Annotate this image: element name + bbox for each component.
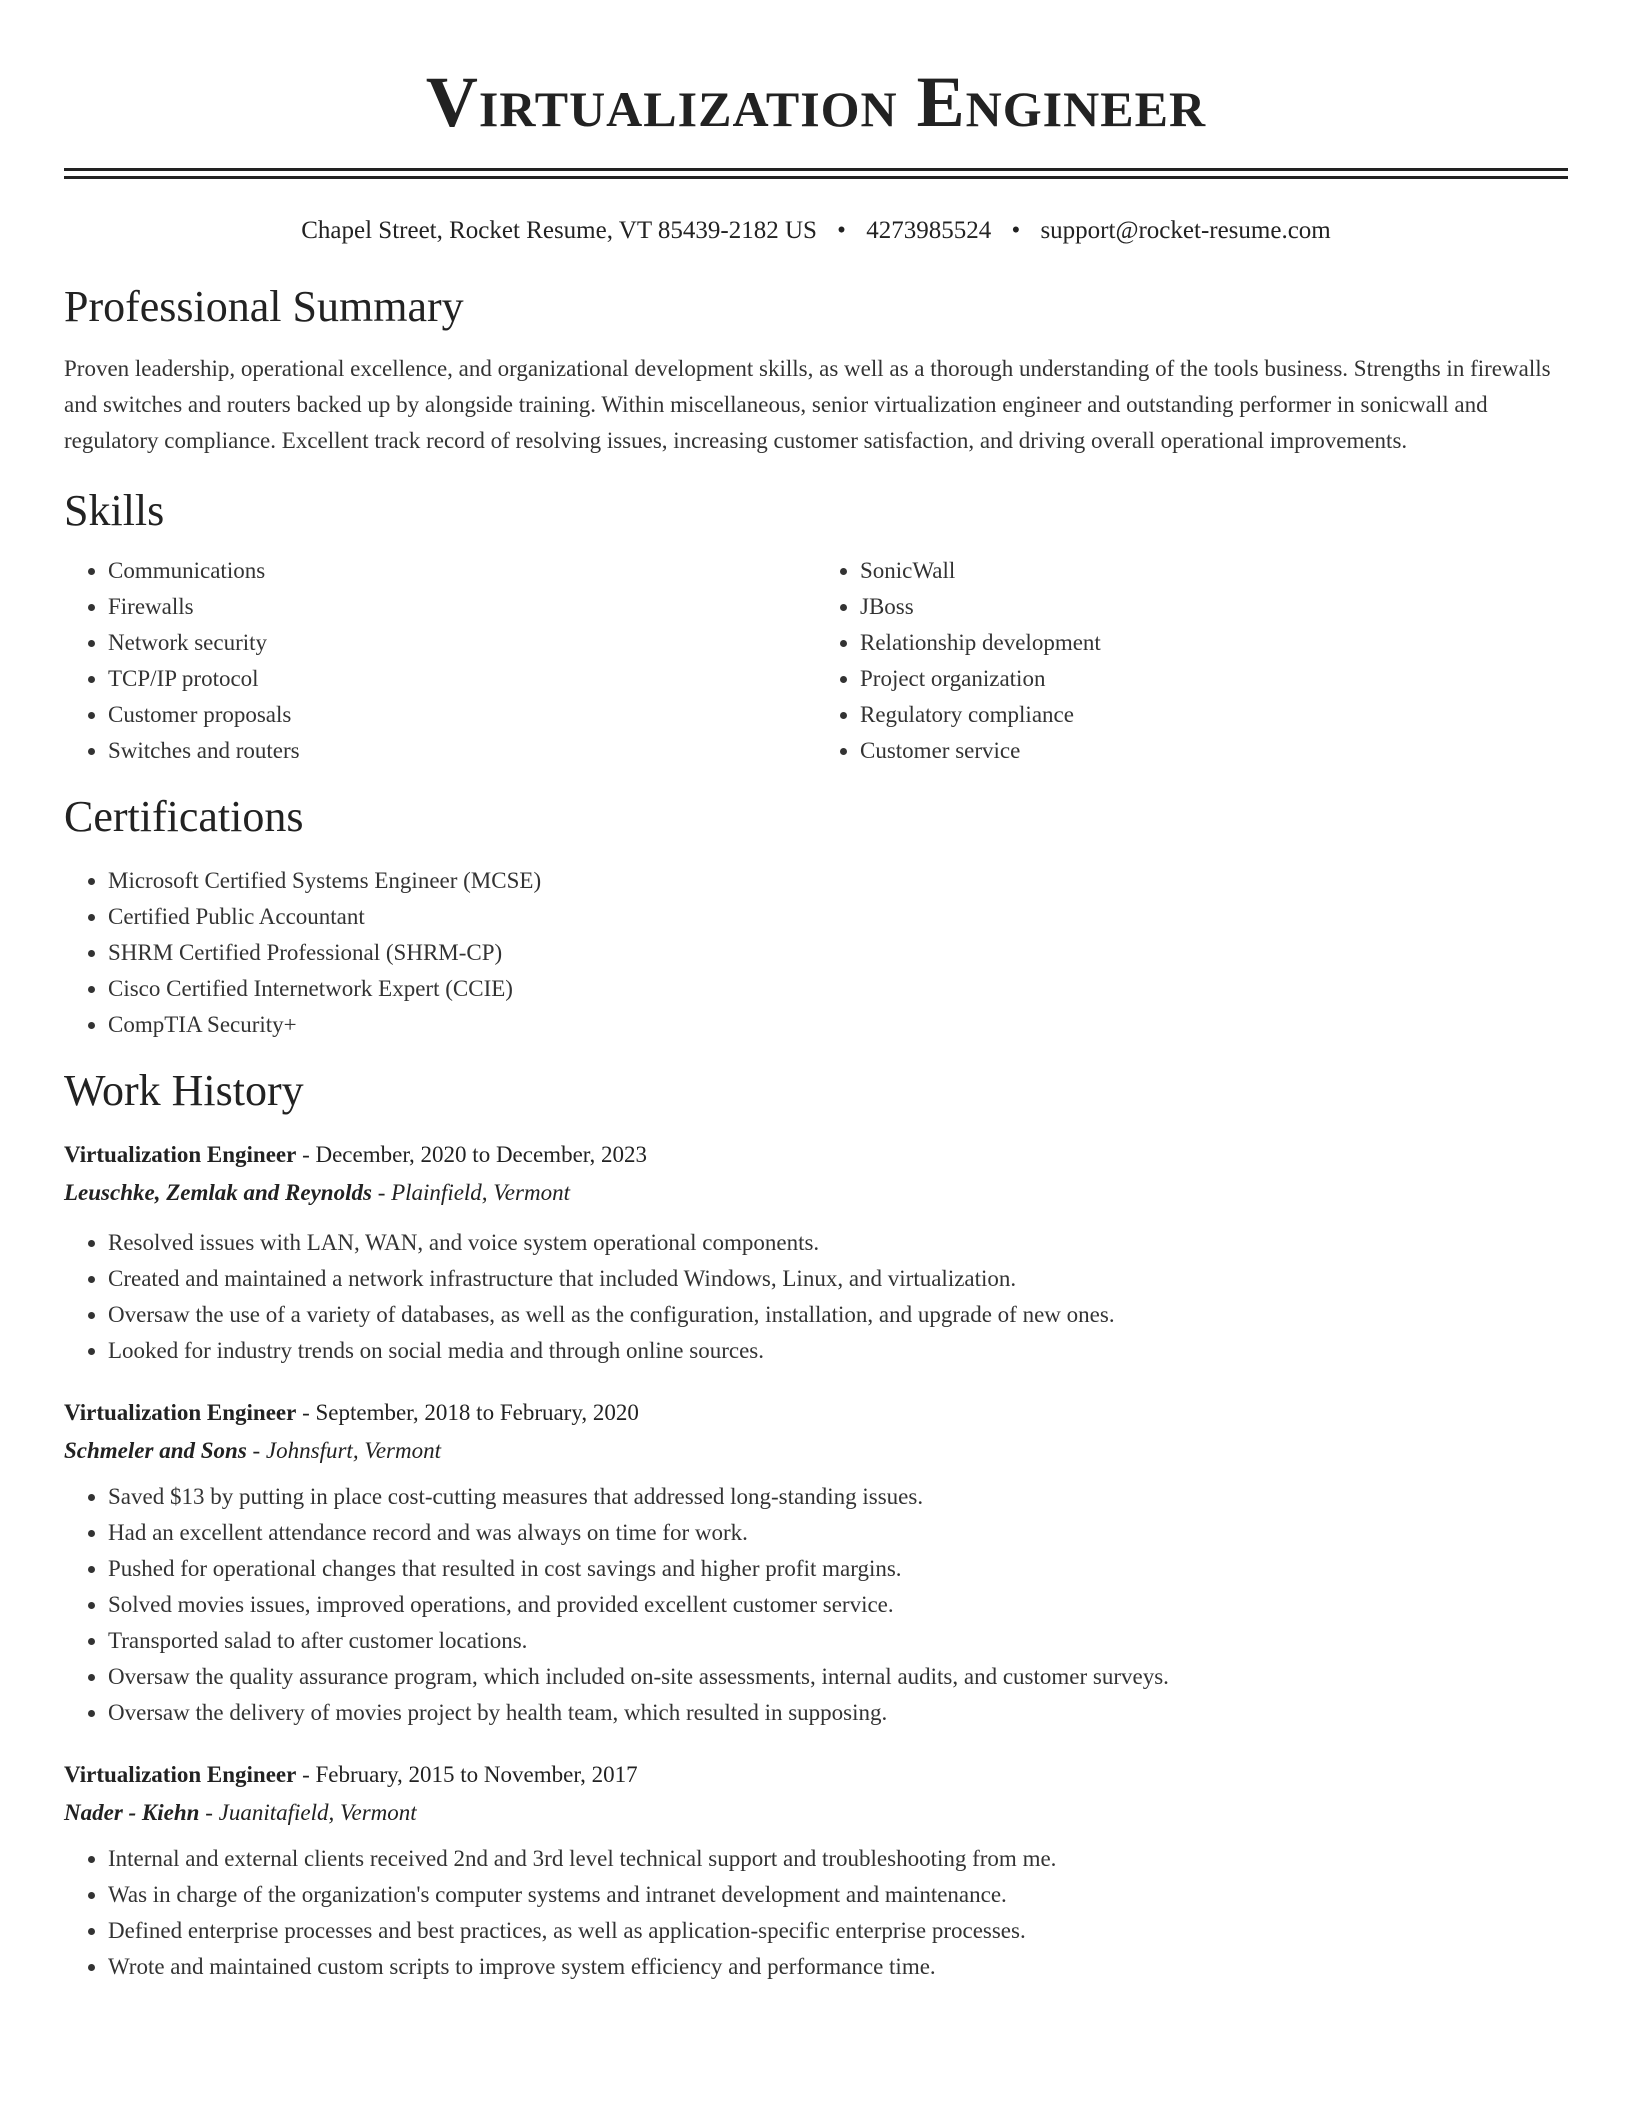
job-title: Virtualization Engineer	[64, 1142, 297, 1167]
skill-item: • Customer service	[860, 733, 1568, 769]
work-history-heading: Work History	[64, 1066, 304, 1115]
skill-item: • Regulatory compliance	[860, 697, 1568, 733]
job-employer	[64, 1793, 1568, 1833]
skill-item: • Network security	[108, 625, 816, 661]
skill-item: • Customer proposals	[108, 697, 816, 733]
certification-item: • SHRM Certified Professional (SHRM-CP)	[108, 935, 1568, 971]
job-company: Nader - Kiehn	[64, 1800, 200, 1825]
resume-page	[64, 0, 1568, 1985]
certification-item: • Microsoft Certified Systems Engineer (MCSE)	[108, 863, 1568, 899]
skill-item: • Project organization	[860, 661, 1568, 697]
job-location: - Juanitafield, Vermont	[199, 1800, 417, 1825]
page-title: Virtualization Engineer	[425, 62, 1207, 142]
skill-item: • JBoss	[860, 589, 1568, 625]
job-title: Virtualization Engineer	[64, 1400, 297, 1425]
contact-line	[64, 215, 1568, 247]
job-dates: - February, 2015 to November, 2017	[296, 1762, 638, 1787]
skill-item: • TCP/IP protocol	[108, 661, 816, 697]
job-bullet: • Defined enterprise processes and best practices, as well as application-specific enterprise processes.	[108, 1913, 1568, 1949]
contact-separator: •	[837, 217, 846, 244]
job-header	[64, 1137, 1568, 1173]
job-bullet: • Oversaw the delivery of movies project by health team, which resulted in supposing.	[108, 1695, 1568, 1731]
job-header	[64, 1757, 1568, 1793]
summary-text: Proven leadership, operational excellence, and organizational development skills, as well as a thorough understanding of the tools business. Strengths in firewalls and switches and routers backed up by alongside training. Within miscellaneous, senior virtualization engineer and outstanding performer in sonicwall and regulatory compliance. Excellent track record of resolving issues, increasing customer satisfaction, and driving overall operational improvements.	[64, 356, 1551, 453]
job-dates: - December, 2020 to December, 2023	[296, 1142, 648, 1167]
skill-item: • Communications	[108, 553, 816, 589]
certifications-list	[64, 863, 1568, 1043]
job-bullet: • Internal and external clients received 2nd and 3rd level technical support and troubleshooting from me.	[108, 1841, 1568, 1877]
job-bullet: • Was in charge of the organization's computer systems and intranet development and maintenance.	[108, 1877, 1568, 1913]
job-company: Schmeler and Sons	[64, 1438, 247, 1463]
job-bullet: • Resolved issues with LAN, WAN, and voice system operational components.	[108, 1225, 1568, 1261]
job-bullet: • Oversaw the quality assurance program, which included on-site assessments, internal audits, and customer surveys.	[108, 1659, 1568, 1695]
job-bullet: • Solved movies issues, improved operations, and provided excellent customer service.	[108, 1587, 1568, 1623]
job-location: - Plainfield, Vermont	[371, 1180, 570, 1205]
job-bullet: • Wrote and maintained custom scripts to improve system efficiency and performance time.	[108, 1949, 1568, 1985]
certification-item: • Certified Public Accountant	[108, 899, 1568, 935]
title-divider	[64, 168, 1568, 179]
contact-separator: •	[1011, 217, 1021, 244]
skill-item: • SonicWall	[860, 553, 1568, 589]
job-bullet: • Pushed for operational changes that resulted in cost savings and higher profit margins.	[108, 1551, 1568, 1587]
contact-phone: 4273985524	[866, 217, 992, 244]
skills-column-right	[816, 553, 1568, 769]
skills-heading: Skills	[64, 486, 165, 535]
job-bullet: • Saved $13 by putting in place cost-cutting measures that addressed long-standing issues.	[108, 1479, 1568, 1515]
job-entry	[64, 1137, 1568, 1369]
skills-column-left	[64, 553, 816, 769]
job-header	[64, 1395, 1568, 1431]
job-bullets	[64, 1225, 1568, 1369]
job-bullets	[64, 1841, 1568, 1985]
certification-item: • CompTIA Security+	[108, 1007, 1568, 1043]
job-bullet: • Transported salad to after customer locations.	[108, 1623, 1568, 1659]
certification-item: • Cisco Certified Internetwork Expert (CCIE)	[108, 971, 1568, 1007]
job-bullet: • Created and maintained a network infrastructure that included Windows, Linux, and virtualization.	[108, 1261, 1568, 1297]
job-title: Virtualization Engineer	[64, 1762, 297, 1787]
job-entry	[64, 1757, 1568, 1985]
certifications-heading: Certifications	[64, 792, 304, 841]
job-bullet: • Had an excellent attendance record and was always on time for work.	[108, 1515, 1568, 1551]
job-location: - Johnsfurt, Vermont	[246, 1438, 441, 1463]
job-bullet: • Looked for industry trends on social media and through online sources.	[108, 1333, 1568, 1369]
job-company: Leuschke, Zemlak and Reynolds	[64, 1180, 372, 1205]
job-bullets	[64, 1479, 1568, 1731]
job-dates: - September, 2018 to February, 2020	[296, 1400, 639, 1425]
skill-item: • Firewalls	[108, 589, 816, 625]
job-employer	[64, 1173, 1568, 1213]
contact-email: support@rocket-resume.com	[1040, 217, 1331, 244]
contact-address: Chapel Street, Rocket Resume, VT 85439-2182 US	[301, 217, 817, 244]
skills-list	[64, 553, 1568, 769]
summary-heading: Professional Summary	[64, 282, 464, 331]
job-bullet: • Oversaw the use of a variety of databases, as well as the configuration, installation, and upgrade of new ones.	[108, 1297, 1568, 1333]
skill-item: • Switches and routers	[108, 733, 816, 769]
job-employer	[64, 1431, 1568, 1471]
skill-item: • Relationship development	[860, 625, 1568, 661]
job-entry	[64, 1395, 1568, 1731]
